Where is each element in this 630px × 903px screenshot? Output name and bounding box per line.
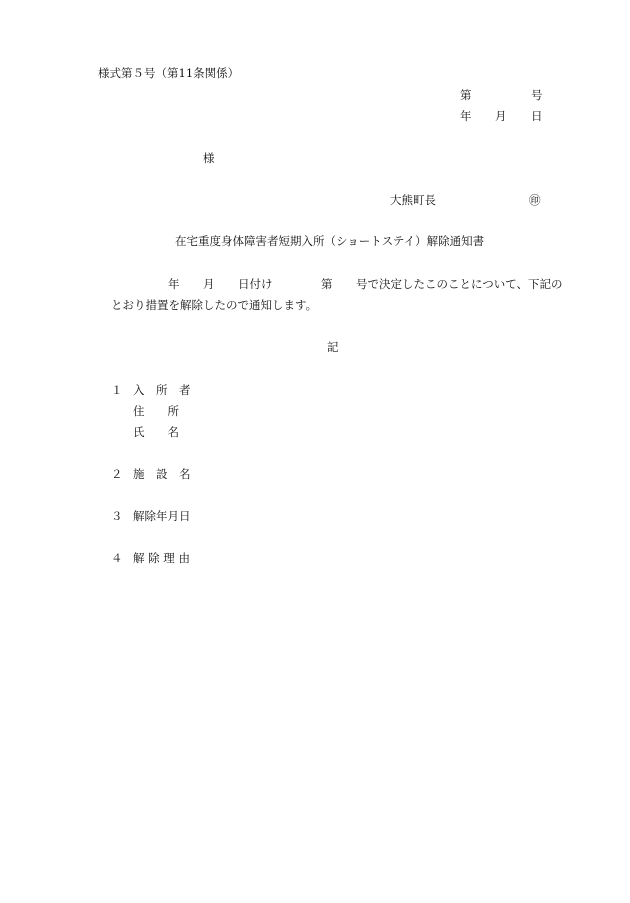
item2-label: 施 設 名 <box>133 467 191 481</box>
date-month: 月 <box>495 109 507 123</box>
item1-number: １ <box>111 383 123 397</box>
sender-title: 大熊町長 <box>390 193 436 207</box>
item3-number: ３ <box>111 509 123 523</box>
form-number: 様式第５号（第11条関係） <box>98 66 240 80</box>
body-number-prefix: 第 <box>321 277 333 291</box>
date-day: 日 <box>531 109 543 123</box>
number-suffix: 号 <box>531 88 543 102</box>
item1-address-label: 住 所 <box>133 404 179 418</box>
item4-label: 解 除 理 由 <box>133 551 190 565</box>
seal-mark: ㊞ <box>529 193 541 207</box>
date-year: 年 <box>460 109 472 123</box>
number-prefix: 第 <box>460 88 472 102</box>
ki-heading: 記 <box>327 340 339 354</box>
body-line1-rest: 号で決定したこのことについて、下記の <box>356 277 563 291</box>
item4-number: ４ <box>111 551 123 565</box>
item1-name-label: 氏 名 <box>133 425 179 439</box>
body-month: 月 <box>203 277 215 291</box>
addressee-honorific: 様 <box>203 151 215 165</box>
item3-label: 解除年月日 <box>133 509 191 523</box>
body-date-suffix: 日付け <box>238 277 273 291</box>
item1-label: 入 所 者 <box>133 383 191 397</box>
item2-number: ２ <box>111 467 123 481</box>
document-title: 在宅重度身体障害者短期入所（ショートステイ）解除通知書 <box>175 234 485 248</box>
body-line2: とおり措置を解除したので通知します。 <box>111 298 318 312</box>
body-year: 年 <box>168 277 180 291</box>
